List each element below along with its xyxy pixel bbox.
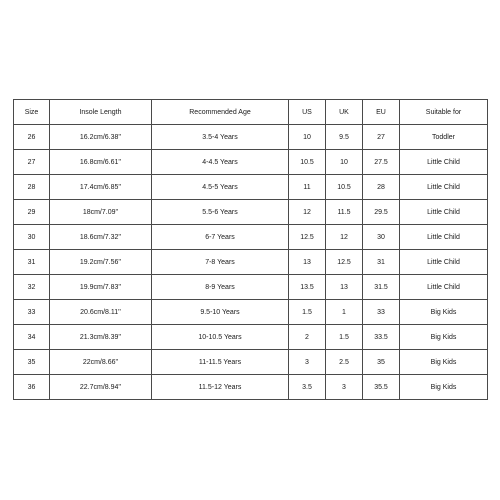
size-cell: 31 [14, 250, 50, 275]
insole-length-cell: 22.7cm/8.94'' [50, 375, 152, 400]
uk-size-cell: 3 [326, 375, 363, 400]
uk-size-cell: 2.5 [326, 350, 363, 375]
recommended-age-cell: 8-9 Years [152, 275, 289, 300]
us-size-cell: 10.5 [289, 150, 326, 175]
table-row [14, 350, 488, 375]
eu-size-cell: 27.5 [363, 150, 400, 175]
size-cell: 28 [14, 175, 50, 200]
recommended-age-cell: 11.5-12 Years [152, 375, 289, 400]
uk-size-cell: 1.5 [326, 325, 363, 350]
recommended-age-cell: 3.5-4 Years [152, 125, 289, 150]
size-chart-table [13, 99, 488, 400]
suitable-for-cell: Little Child [400, 250, 488, 275]
insole-length-cell: 19.2cm/7.56'' [50, 250, 152, 275]
header-recommended-age: Recommended Age [152, 100, 289, 125]
suitable-for-cell: Big Kids [400, 300, 488, 325]
us-size-cell: 12 [289, 200, 326, 225]
size-cell: 27 [14, 150, 50, 175]
recommended-age-cell: 4-4.5 Years [152, 150, 289, 175]
header-us: US [289, 100, 326, 125]
recommended-age-cell: 6-7 Years [152, 225, 289, 250]
eu-size-cell: 27 [363, 125, 400, 150]
header-suitable-for: Suitable for [400, 100, 488, 125]
uk-size-cell: 12.5 [326, 250, 363, 275]
us-size-cell: 13.5 [289, 275, 326, 300]
eu-size-cell: 35 [363, 350, 400, 375]
eu-size-cell: 31.5 [363, 275, 400, 300]
header-uk: UK [326, 100, 363, 125]
uk-size-cell: 10 [326, 150, 363, 175]
insole-length-cell: 17.4cm/6.85'' [50, 175, 152, 200]
uk-size-cell: 11.5 [326, 200, 363, 225]
recommended-age-cell: 4.5-5 Years [152, 175, 289, 200]
header-size: Size [14, 100, 50, 125]
header-insole-length: Insole Length [50, 100, 152, 125]
suitable-for-cell: Toddler [400, 125, 488, 150]
table-row [14, 125, 488, 150]
us-size-cell: 11 [289, 175, 326, 200]
table-row [14, 325, 488, 350]
eu-size-cell: 31 [363, 250, 400, 275]
uk-size-cell: 9.5 [326, 125, 363, 150]
insole-length-cell: 21.3cm/8.39'' [50, 325, 152, 350]
eu-size-cell: 33.5 [363, 325, 400, 350]
uk-size-cell: 1 [326, 300, 363, 325]
table-row [14, 300, 488, 325]
recommended-age-cell: 11-11.5 Years [152, 350, 289, 375]
recommended-age-cell: 9.5-10 Years [152, 300, 289, 325]
eu-size-cell: 30 [363, 225, 400, 250]
table-row [14, 200, 488, 225]
suitable-for-cell: Little Child [400, 200, 488, 225]
us-size-cell: 1.5 [289, 300, 326, 325]
header-eu: EU [363, 100, 400, 125]
suitable-for-cell: Little Child [400, 275, 488, 300]
uk-size-cell: 13 [326, 275, 363, 300]
us-size-cell: 3 [289, 350, 326, 375]
us-size-cell: 3.5 [289, 375, 326, 400]
us-size-cell: 13 [289, 250, 326, 275]
table-row [14, 275, 488, 300]
suitable-for-cell: Little Child [400, 225, 488, 250]
insole-length-cell: 22cm/8.66'' [50, 350, 152, 375]
eu-size-cell: 29.5 [363, 200, 400, 225]
table-body [14, 125, 488, 400]
suitable-for-cell: Big Kids [400, 375, 488, 400]
size-cell: 30 [14, 225, 50, 250]
size-cell: 32 [14, 275, 50, 300]
insole-length-cell: 19.9cm/7.83'' [50, 275, 152, 300]
uk-size-cell: 10.5 [326, 175, 363, 200]
header-row [14, 100, 488, 125]
size-cell: 26 [14, 125, 50, 150]
table-header [14, 100, 488, 125]
size-cell: 33 [14, 300, 50, 325]
recommended-age-cell: 5.5-6 Years [152, 200, 289, 225]
suitable-for-cell: Little Child [400, 175, 488, 200]
size-cell: 35 [14, 350, 50, 375]
uk-size-cell: 12 [326, 225, 363, 250]
insole-length-cell: 16.2cm/6.38'' [50, 125, 152, 150]
size-cell: 34 [14, 325, 50, 350]
insole-length-cell: 16.8cm/6.61'' [50, 150, 152, 175]
us-size-cell: 10 [289, 125, 326, 150]
recommended-age-cell: 10-10.5 Years [152, 325, 289, 350]
eu-size-cell: 28 [363, 175, 400, 200]
insole-length-cell: 20.6cm/8.11'' [50, 300, 152, 325]
eu-size-cell: 35.5 [363, 375, 400, 400]
size-cell: 36 [14, 375, 50, 400]
suitable-for-cell: Big Kids [400, 325, 488, 350]
table-row [14, 225, 488, 250]
eu-size-cell: 33 [363, 300, 400, 325]
suitable-for-cell: Big Kids [400, 350, 488, 375]
us-size-cell: 2 [289, 325, 326, 350]
insole-length-cell: 18cm/7.09'' [50, 200, 152, 225]
suitable-for-cell: Little Child [400, 150, 488, 175]
recommended-age-cell: 7-8 Years [152, 250, 289, 275]
table-row [14, 175, 488, 200]
us-size-cell: 12.5 [289, 225, 326, 250]
table-row [14, 150, 488, 175]
table-row [14, 250, 488, 275]
table-row [14, 375, 488, 400]
insole-length-cell: 18.6cm/7.32'' [50, 225, 152, 250]
size-cell: 29 [14, 200, 50, 225]
